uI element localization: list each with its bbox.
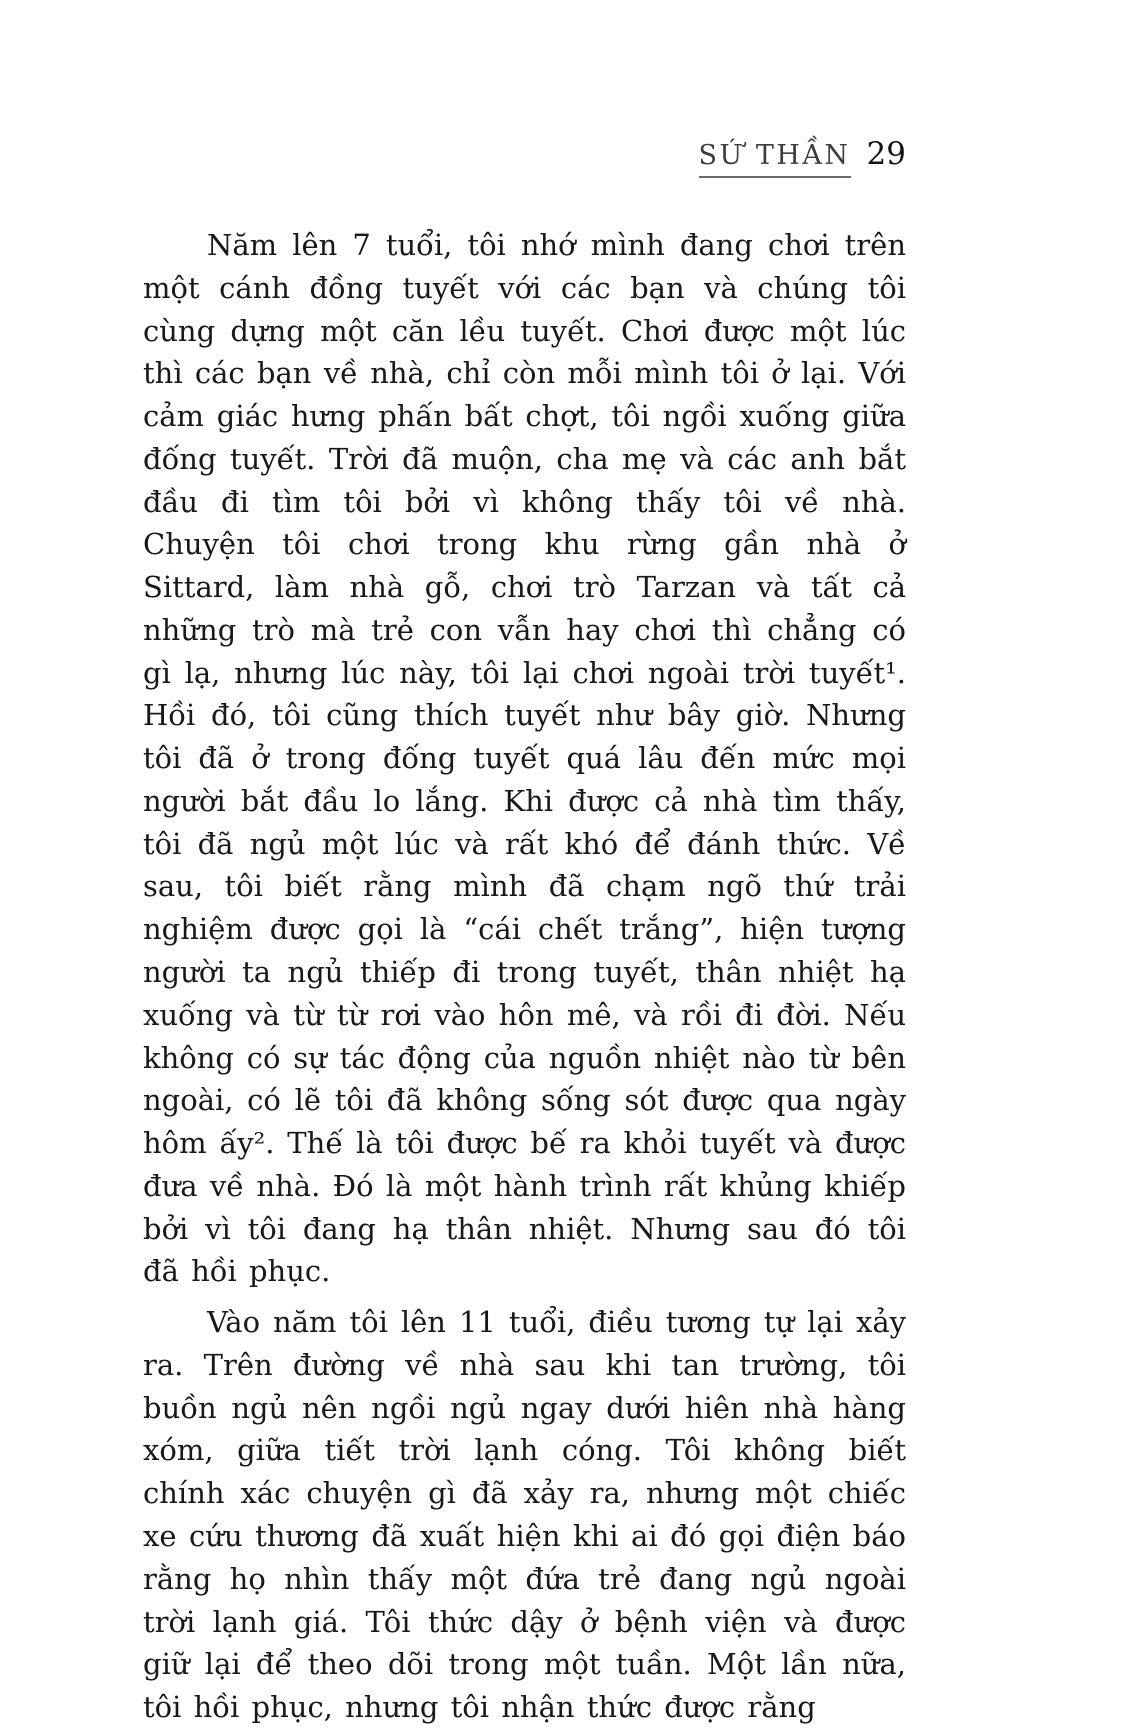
- page-body-text: [143, 224, 906, 1729]
- running-title: SỨ THẦN: [699, 140, 851, 178]
- paragraph: Vào năm tôi lên 11 tuổi, điều tương tự lại xảy ra. Trên đường về nhà sau khi tan trường, tôi buồn ngủ nên ngồi ngủ ngay dưới hiên nhà hàng xóm, giữa tiết trời lạnh cóng. Tôi không biết chính xác chuyện gì đã xảy ra, nhưng một chiếc xe cứu thương đã xuất hiện khi ai đó gọi điện báo rằng họ nhìn thấy một đứa trẻ đang ngủ ngoài trời lạnh giá. Tôi thức dậy ở bệnh viện và được giữ lại để theo dõi trong một tuần. Một lần nữa, tôi hồi phục, nhưng tôi nhận thức được rằng: [143, 1305, 906, 1725]
- paragraph: Năm lên 7 tuổi, tôi nhớ mình đang chơi trên một cánh đồng tuyết với các bạn và chúng tôi cùng dựng một căn lều tuyết. Chơi được một lúc thì các bạn về nhà, chỉ còn mỗi mình tôi ở lại. Với cảm giác hưng phấn bất chợt, tôi ngồi xuống giữa đống tuyết. Trời đã muộn, cha mẹ và các anh bắt đầu đi tìm tôi bởi vì không thấy tôi về nhà. Chuyện tôi chơi trong khu rừng gần nhà ở Sittard, làm nhà gỗ, chơi trò Tarzan và tất cả những trò mà trẻ con vẫn hay chơi thì chẳng có gì lạ, nhưng lúc này, tôi lại chơi ngoài trời tuyết¹. Hồi đó, tôi cũng thích tuyết như bây giờ. Nhưng tôi đã ở trong đống tuyết quá lâu đến mức mọi người bắt đầu lo lắng. Khi được cả nhà tìm thấy, tôi đã ngủ một lúc và rất khó để đánh thức. Về sau, tôi biết rằng mình đã chạm ngõ thứ trải nghiệm được gọi là “cái chết trắng”, hiện tượng người ta ngủ thiếp đi trong tuyết, thân nhiệt hạ xuống và từ từ rơi vào hôn mê, và rồi đi đời. Nếu không có sự tác động của nguồn nhiệt nào từ bên ngoài, có lẽ tôi đã không sống sót được qua ngày hôm ấy². Thế là tôi được bế ra khỏi tuyết và được đưa về nhà. Đó là một hành trình rất khủng khiếp bởi vì tôi đang hạ thân nhiệt. Nhưng sau đó tôi đã hồi phục.: [143, 228, 906, 1289]
- page-header: [143, 136, 906, 178]
- page-number: 29: [866, 136, 906, 172]
